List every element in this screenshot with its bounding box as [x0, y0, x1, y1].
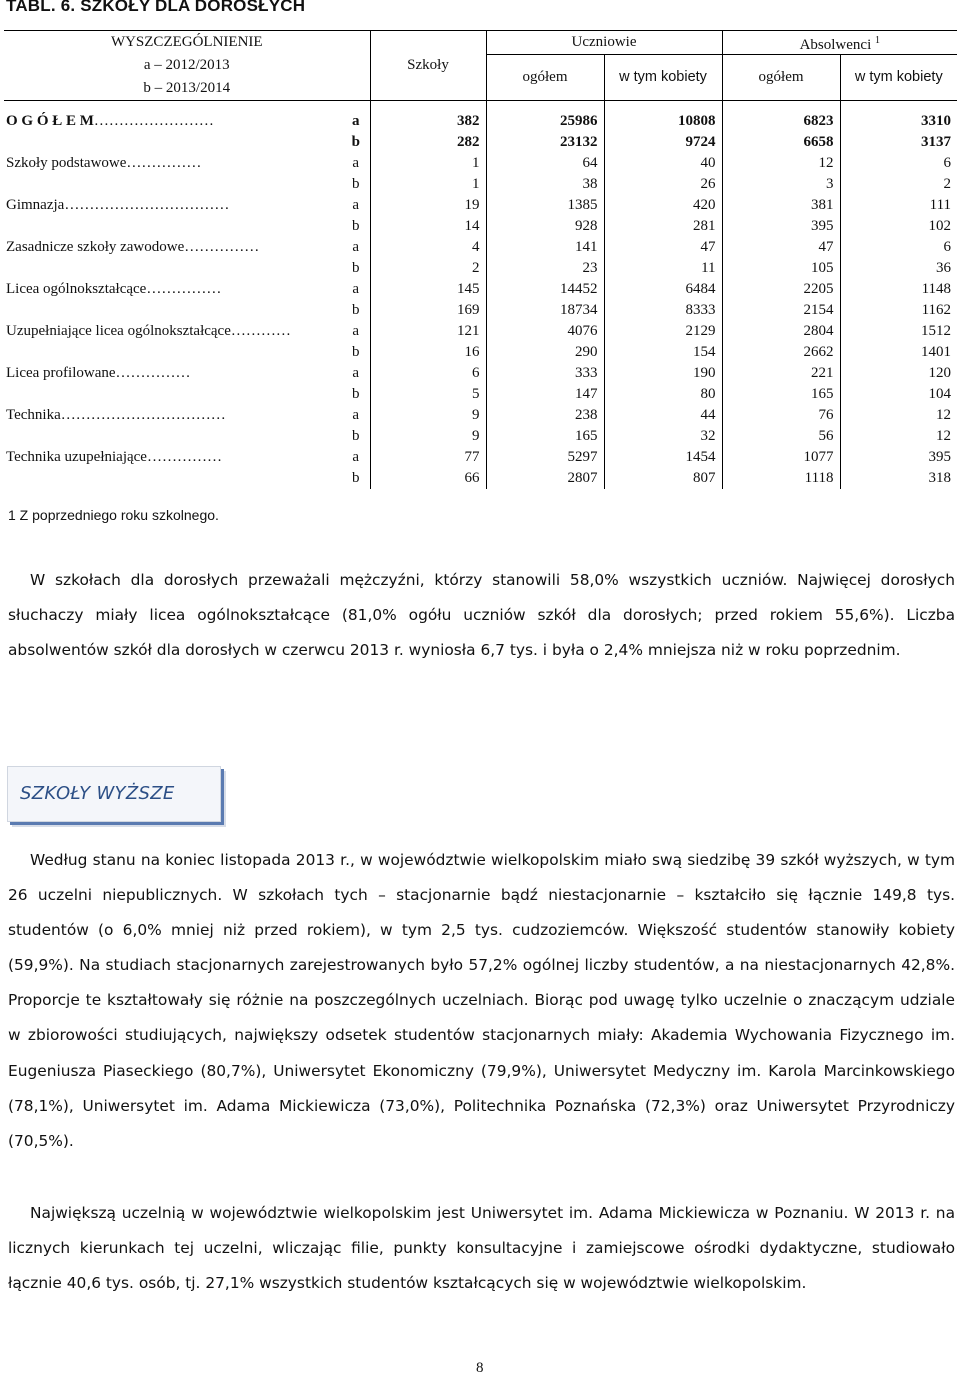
table-row [4, 258, 957, 279]
cell-value: 381 [722, 195, 840, 216]
cell-value: 76 [722, 405, 840, 426]
cell-value: 6823 [722, 101, 840, 133]
cell-value: 282 [370, 132, 486, 153]
cell-value: 2205 [722, 279, 840, 300]
table-row [4, 447, 957, 468]
adult-schools-table [4, 30, 957, 489]
table-row [4, 195, 957, 216]
table-row [4, 237, 957, 258]
cell-value: 395 [840, 447, 957, 468]
cell-value: 1077 [722, 447, 840, 468]
cell-value: 2129 [604, 321, 722, 342]
table-row [4, 216, 957, 237]
cell-value: 190 [604, 363, 722, 384]
row-label: Licea ogólnokształcące…………… [6, 281, 222, 297]
cell-value: 238 [486, 405, 604, 426]
cell-value: 111 [840, 195, 957, 216]
row-label: Gimnazja…………………………… [6, 197, 230, 213]
header-students-women: w tym kobiety [604, 55, 722, 101]
section-heading-box [7, 766, 221, 822]
cell-value: 4 [370, 237, 486, 258]
cell-value: 14452 [486, 279, 604, 300]
cell-value: 80 [604, 384, 722, 405]
row-label [4, 258, 342, 279]
header-students: Uczniowie [486, 31, 722, 55]
cell-value: 11 [604, 258, 722, 279]
year-marker: a [352, 239, 360, 255]
year-marker: a [352, 113, 360, 129]
cell-value: 2154 [722, 300, 840, 321]
cell-value: 2 [370, 258, 486, 279]
cell-value: 8333 [604, 300, 722, 321]
cell-value: 40 [604, 153, 722, 174]
year-marker: a [352, 155, 360, 171]
cell-value: 395 [722, 216, 840, 237]
cell-value: 19 [370, 195, 486, 216]
row-label: Zasadnicze szkoły zawodowe…………… [6, 239, 260, 255]
cell-value: 12 [722, 153, 840, 174]
cell-value: 6658 [722, 132, 840, 153]
cell-value: 9 [370, 405, 486, 426]
cell-value: 77 [370, 447, 486, 468]
row-label [4, 174, 342, 195]
cell-value: 12 [840, 405, 957, 426]
cell-value: 165 [722, 384, 840, 405]
header-graduates-women: w tym kobiety [840, 55, 957, 101]
cell-value: 1148 [840, 279, 957, 300]
cell-value: 6484 [604, 279, 722, 300]
table-row [4, 300, 957, 321]
year-marker: b [352, 428, 360, 444]
cell-value: 2807 [486, 468, 604, 489]
cell-value: 1 [370, 153, 486, 174]
cell-value: 9 [370, 426, 486, 447]
cell-value: 18734 [486, 300, 604, 321]
cell-value: 382 [370, 101, 486, 133]
year-marker: b [352, 470, 360, 486]
row-label [4, 426, 342, 447]
year-marker: a [352, 197, 360, 213]
cell-value: 420 [604, 195, 722, 216]
cell-value: 5297 [486, 447, 604, 468]
row-label: Technika…………………………… [6, 407, 226, 423]
cell-value: 2 [840, 174, 957, 195]
cell-value: 1118 [722, 468, 840, 489]
cell-value: 165 [486, 426, 604, 447]
table-row [4, 174, 957, 195]
cell-value: 290 [486, 342, 604, 363]
year-marker: a [352, 365, 360, 381]
cell-value: 807 [604, 468, 722, 489]
table-row [4, 405, 957, 426]
cell-value: 3310 [840, 101, 957, 133]
cell-value: 23132 [486, 132, 604, 153]
cell-value: 154 [604, 342, 722, 363]
header-students-total: ogółem [486, 55, 604, 101]
year-marker: a [352, 407, 360, 423]
cell-value: 6 [370, 363, 486, 384]
cell-value: 120 [840, 363, 957, 384]
cell-value: 104 [840, 384, 957, 405]
cell-value: 281 [604, 216, 722, 237]
row-label [4, 468, 342, 489]
cell-value: 333 [486, 363, 604, 384]
cell-value: 1401 [840, 342, 957, 363]
table-row [4, 153, 957, 174]
year-marker: b [352, 218, 360, 234]
table-row [4, 363, 957, 384]
table-row [4, 132, 957, 153]
cell-value: 16 [370, 342, 486, 363]
cell-value: 14 [370, 216, 486, 237]
row-label [4, 132, 342, 153]
cell-value: 2804 [722, 321, 840, 342]
cell-value: 141 [486, 237, 604, 258]
cell-value: 23 [486, 258, 604, 279]
table-row [4, 342, 957, 363]
header-year-b: b – 2013/2014 [4, 77, 370, 101]
cell-value: 318 [840, 468, 957, 489]
header-year-a: a – 2012/2013 [4, 55, 370, 77]
cell-value: 47 [722, 237, 840, 258]
row-label: O G Ó Ł E M…………………… [6, 113, 214, 129]
cell-value: 10808 [604, 101, 722, 133]
cell-value: 1 [370, 174, 486, 195]
cell-value: 121 [370, 321, 486, 342]
year-marker: a [352, 281, 360, 297]
section-heading: SZKOŁY WYŻSZE [20, 783, 175, 804]
cell-value: 1162 [840, 300, 957, 321]
row-label: Szkoły podstawowe…………… [6, 155, 202, 171]
table-row [4, 279, 957, 300]
cell-value: 47 [604, 237, 722, 258]
row-label: Uzupełniające licea ogólnokształcące………… [6, 323, 291, 339]
header-schools: Szkoły [370, 31, 486, 101]
cell-value: 102 [840, 216, 957, 237]
table-row [4, 101, 957, 133]
year-marker: a [352, 449, 360, 465]
cell-value: 169 [370, 300, 486, 321]
year-marker: b [352, 176, 360, 192]
cell-value: 32 [604, 426, 722, 447]
table-footnote: 1 Z poprzedniego roku szkolnego. [8, 507, 219, 523]
year-marker: b [352, 260, 360, 276]
header-graduates-total: ogółem [722, 55, 840, 101]
cell-value: 2662 [722, 342, 840, 363]
cell-value: 44 [604, 405, 722, 426]
table-title: TABL. 6. SZKOŁY DLA DOROSŁYCH [6, 0, 306, 15]
table-body [4, 101, 957, 490]
cell-value: 5 [370, 384, 486, 405]
cell-value: 1512 [840, 321, 957, 342]
cell-value: 928 [486, 216, 604, 237]
year-marker: b [351, 134, 360, 150]
cell-value: 12 [840, 426, 957, 447]
cell-value: 64 [486, 153, 604, 174]
cell-value: 3 [722, 174, 840, 195]
row-label: Licea profilowane…………… [6, 365, 191, 381]
cell-value: 26 [604, 174, 722, 195]
cell-value: 6 [840, 237, 957, 258]
cell-value: 105 [722, 258, 840, 279]
cell-value: 9724 [604, 132, 722, 153]
cell-value: 147 [486, 384, 604, 405]
cell-value: 38 [486, 174, 604, 195]
paragraph-adult-schools: W szkołach dla dorosłych przeważali mężczyźni, którzy stanowili 58,0% wszystkich uczniów. Najwięcej dorosłych słuchaczy miały licea ogólnokształcące (81,0% ogółu uczniów szkół dla dorosłych; przed rokiem 55,6%). Liczba absolwentów szkół dla dorosłych w czerwcu 2013 r. wyniosła 6,7 tys. i była o 2,4% mniejsza niż w roku poprzednim. [8, 571, 955, 660]
cell-value: 1385 [486, 195, 604, 216]
header-graduates: Absolwenci $^1$ [722, 31, 957, 55]
cell-value: 221 [722, 363, 840, 384]
row-label [4, 300, 342, 321]
year-marker: b [352, 344, 360, 360]
row-label [4, 216, 342, 237]
table-row [4, 384, 957, 405]
header-spec: WYSZCZEGÓLNIENIE [4, 31, 370, 55]
row-label: Technika uzupełniające…………… [6, 449, 222, 465]
table-row [4, 468, 957, 489]
cell-value: 145 [370, 279, 486, 300]
row-label [4, 384, 342, 405]
cell-value: 1454 [604, 447, 722, 468]
cell-value: 4076 [486, 321, 604, 342]
cell-value: 25986 [486, 101, 604, 133]
row-label [4, 342, 342, 363]
table-row [4, 426, 957, 447]
page-number: 8 [476, 1360, 484, 1376]
cell-value: 3137 [840, 132, 957, 153]
year-marker: b [352, 302, 360, 318]
table-row [4, 321, 957, 342]
year-marker: b [352, 386, 360, 402]
paragraph-higher-education: Według stanu na koniec listopada 2013 r., w województwie wielkopolskim miało swą siedzibę 39 szkół wyższych, w tym 26 uczelni niepublicznych. W szkołach tych – stacjonarnie bądź niestacjonarnie – kształciło się łącznie 149,8 tys. studentów (o 6,0% mniej niż przed rokiem), w tym 2,5 tys. cudzoziemców. Większość studentów stanowiły kobiety (59,9%). Na studiach stacjonarnych zarejestrowanych było 57,2% ogólnej liczby studentów, a na niestacjonarnych 42,8%. Proporcje te kształtowały się różnie na poszczególnych uczelniach. Biorąc pod uwagę tylko uczelnie o znaczącym udziale w zbiorowości studiujących, największy odsetek studentów stacjonarnych miały: Akademia Wychowania Fizycznego im. Eugeniusza Piaseckiego (80,7%), Uniwersytet Ekonomiczny (79,9%), Uniwersytet Medyczny im. Karola Marcinkowskiego (78,1%), Uniwersytet im. Adama Mickiewicza (73,0%), Politechnika Poznańska (72,3%) oraz Uniwersytet Przyrodniczy (70,5%). [8, 851, 955, 1150]
cell-value: 66 [370, 468, 486, 489]
year-marker: a [352, 323, 360, 339]
cell-value: 56 [722, 426, 840, 447]
paragraph-largest-university: Największą uczelnią w województwie wielkopolskim jest Uniwersytet im. Adama Mickiewicza w Poznaniu. W 2013 r. na licznych kierunkach tej uczelni, wliczając filie, punkty konsultacyjne i zamiejscowe ośrodki dydaktyczne, studiowało łącznie 40,6 tys. osób, tj. 27,1% wszystkich studentów kształcących się w województwie wielkopolskim. [8, 1204, 955, 1293]
cell-value: 36 [840, 258, 957, 279]
cell-value: 6 [840, 153, 957, 174]
